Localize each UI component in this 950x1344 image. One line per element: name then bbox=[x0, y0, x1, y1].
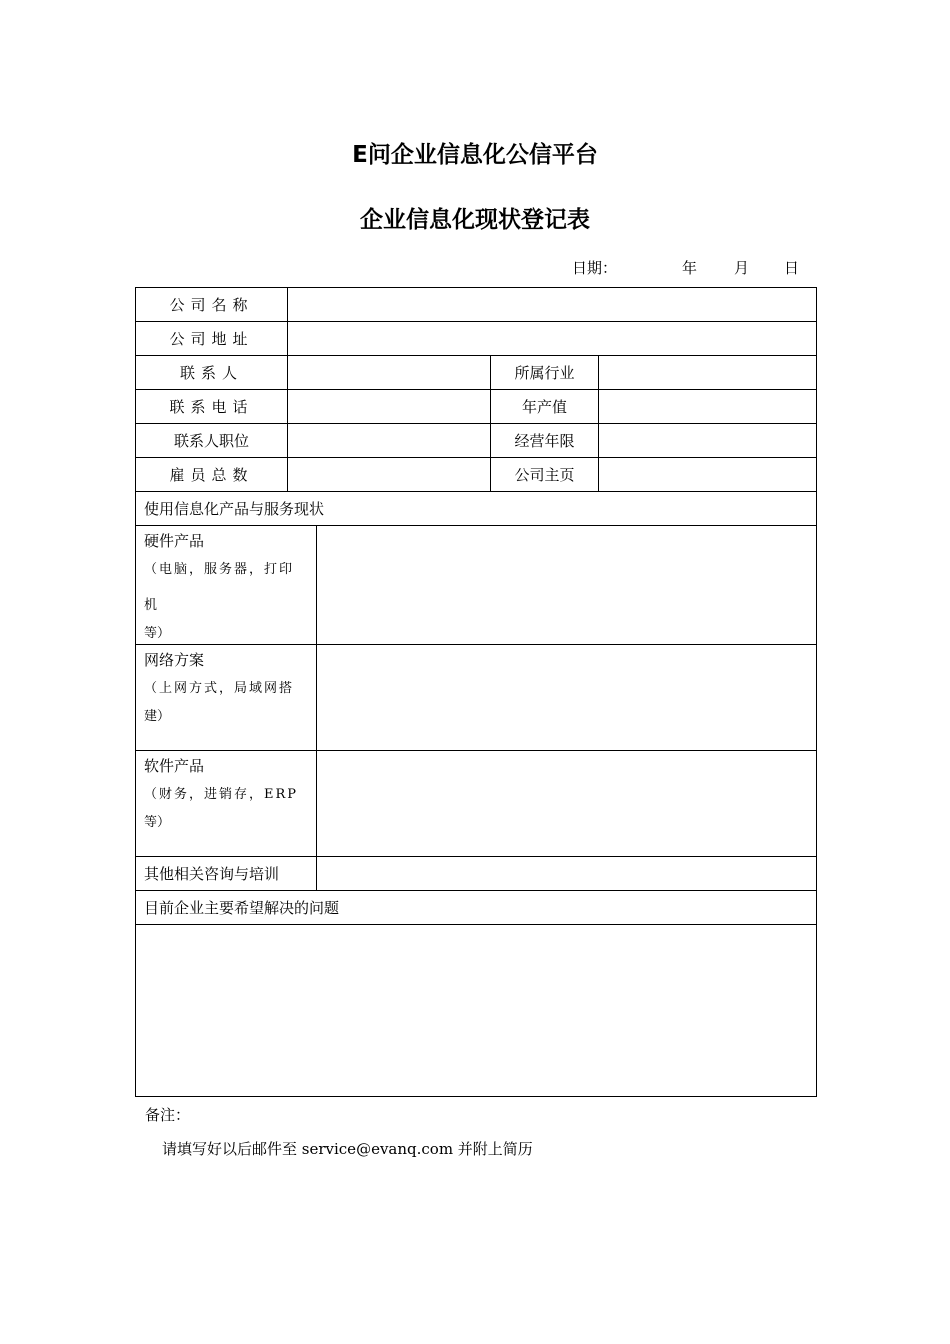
notes-label: 备注： bbox=[145, 1106, 191, 1124]
registration-form-table bbox=[135, 287, 817, 1097]
hardware-label bbox=[136, 526, 317, 645]
homepage-label: 公司主页 bbox=[491, 458, 599, 492]
hardware-field[interactable] bbox=[317, 526, 817, 645]
form-title: 企业信息化现状登记表 bbox=[360, 207, 590, 233]
date-year-label: 年 bbox=[682, 259, 698, 277]
network-label-main: 网络方案 bbox=[144, 651, 205, 669]
industry-field[interactable] bbox=[599, 356, 817, 390]
network-field[interactable] bbox=[317, 645, 817, 751]
hardware-label-hint-end: 等） bbox=[144, 626, 171, 641]
hardware-label-hint: （电脑，服务器，打印机 bbox=[144, 562, 295, 613]
network-label-hint: （上网方式，局域网搭 bbox=[144, 681, 295, 696]
hardware-label-main: 硬件产品 bbox=[144, 532, 205, 550]
consulting-field[interactable] bbox=[317, 857, 817, 891]
software-label bbox=[136, 751, 317, 857]
contact-phone-field[interactable] bbox=[288, 390, 491, 424]
industry-label: 所属行业 bbox=[491, 356, 599, 390]
contact-phone-label: 联系电话 bbox=[136, 390, 288, 424]
software-field[interactable] bbox=[317, 751, 817, 857]
employees-field[interactable] bbox=[288, 458, 491, 492]
date-line bbox=[572, 257, 799, 278]
company-name-label: 公司名称 bbox=[136, 288, 288, 322]
software-label-main: 软件产品 bbox=[144, 757, 205, 775]
years-in-business-field[interactable] bbox=[599, 424, 817, 458]
annual-output-label: 年产值 bbox=[491, 390, 599, 424]
problems-field[interactable] bbox=[136, 925, 817, 1097]
years-in-business-label: 经营年限 bbox=[491, 424, 599, 458]
company-address-label: 公司地址 bbox=[136, 322, 288, 356]
notes-text: 请填写好以后邮件至 service@evanq.com 并附上简历 bbox=[162, 1140, 533, 1158]
software-label-hint-end: 等） bbox=[144, 815, 171, 830]
it-status-header: 使用信息化产品与服务现状 bbox=[136, 492, 817, 526]
company-name-field[interactable] bbox=[288, 288, 817, 322]
platform-title: E问企业信息化公信平台 bbox=[352, 142, 598, 168]
company-address-field[interactable] bbox=[288, 322, 817, 356]
contact-person-label: 联系人 bbox=[136, 356, 288, 390]
network-label-hint-end: 建） bbox=[144, 709, 171, 724]
contact-position-label: 联系人职位 bbox=[136, 424, 288, 458]
contact-person-field[interactable] bbox=[288, 356, 491, 390]
annual-output-field[interactable] bbox=[599, 390, 817, 424]
consulting-label: 其他相关咨询与培训 bbox=[136, 857, 317, 891]
contact-position-field[interactable] bbox=[288, 424, 491, 458]
software-label-hint: （财务，进销存，ERP bbox=[144, 787, 299, 802]
date-day-label: 日 bbox=[784, 259, 800, 277]
date-label: 日期： bbox=[572, 259, 618, 277]
network-label bbox=[136, 645, 317, 751]
date-month-label: 月 bbox=[734, 259, 750, 277]
employees-label: 雇员总数 bbox=[136, 458, 288, 492]
homepage-field[interactable] bbox=[599, 458, 817, 492]
problems-header: 目前企业主要希望解决的问题 bbox=[136, 891, 817, 925]
